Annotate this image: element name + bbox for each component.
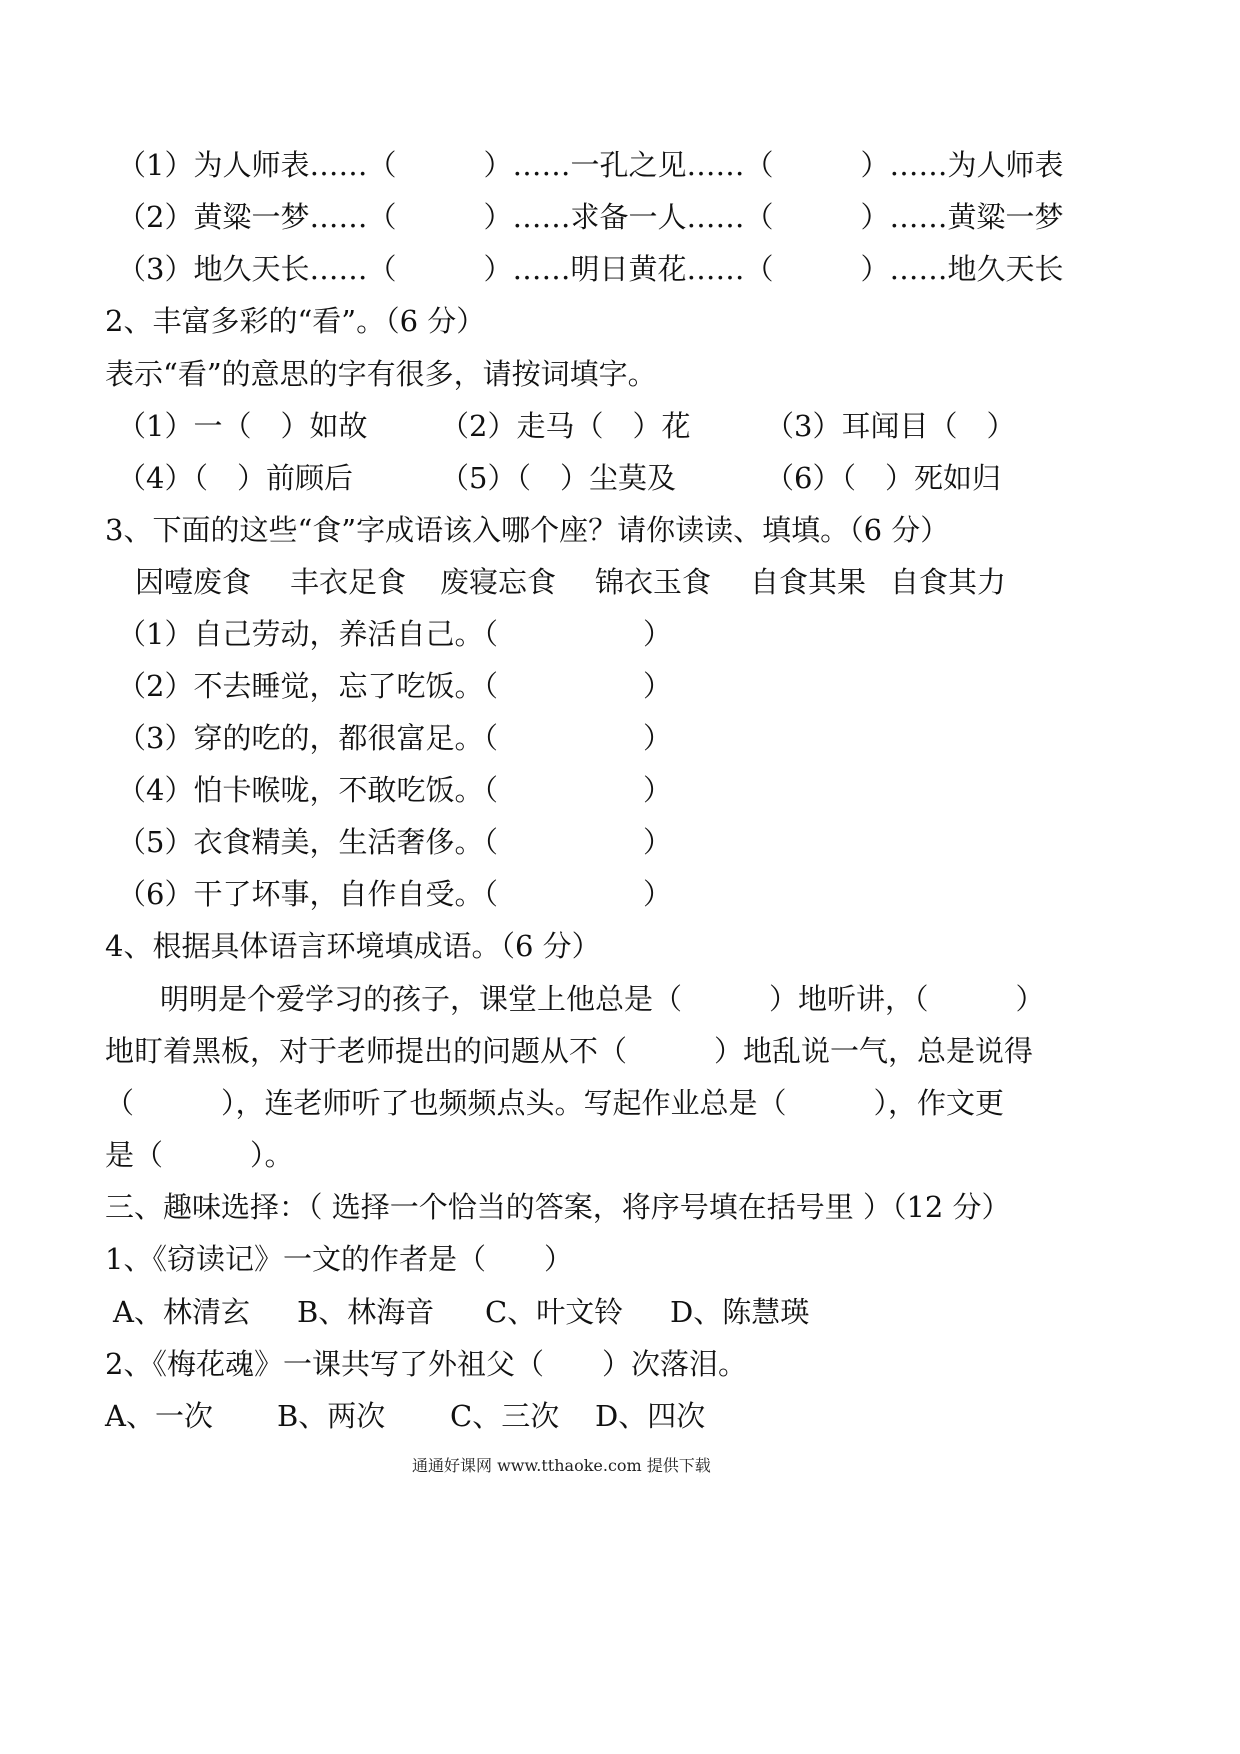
kan-item-6: （6）（ ）死如归 [765, 461, 1001, 495]
choice-option: D、四次 [595, 1399, 706, 1433]
idiom-chain-1: （1）为人师表……（ ）……一孔之见……（ ）……为人师表 [117, 148, 1064, 182]
shi-item-3: （3）穿的吃的，都很富足。（ ） [117, 721, 672, 755]
idiom-option: 自食其果 [750, 565, 867, 599]
paragraph-line-1: 明明是个爱学习的孩子，课堂上他总是（ ）地听讲，（ ） [160, 982, 1045, 1016]
choice-option: A、林清玄 [113, 1295, 250, 1329]
choice-question-2: 2、《梅花魂》一课共写了外祖父（ ）次落泪。 [105, 1347, 747, 1381]
idiom-option: 因噎废食 [135, 565, 252, 599]
question-3-title: 3、下面的这些“食”字成语该入哪个座？请你读读、填填。（6 分） [105, 513, 950, 547]
part-3-title: 三、趣味选择：（ 选择一个恰当的答案，将序号填在括号里 ）（12 分） [105, 1190, 1011, 1224]
shi-item-2: （2）不去睡觉，忘了吃饭。（ ） [117, 669, 672, 703]
question-2-instruction: 表示“看”的意思的字有很多，请按词填字。 [105, 357, 657, 391]
idiom-chain-2: （2）黄粱一梦……（ ）……求备一人……（ ）……黄粱一梦 [117, 200, 1064, 234]
choice-question-1: 1、《窃读记》一文的作者是（ ） [105, 1242, 573, 1276]
choice-option: A、一次 [105, 1399, 213, 1433]
kan-item-1: （1）一（ ）如故 [117, 409, 368, 443]
idiom-option: 废寝忘食 [440, 565, 557, 599]
paragraph-line-2: 地盯着黑板，对于老师提出的问题从不（ ）地乱说一气，总是说得 [105, 1034, 1034, 1068]
kan-item-5: （5）（ ）尘莫及 [440, 461, 676, 495]
choice-option: C、叶文铃 [485, 1295, 624, 1329]
idiom-option: 锦衣玉食 [595, 565, 712, 599]
idiom-option: 自食其力 [890, 565, 1007, 599]
page-footer: 通通好课网 www.tthaoke.com 提供下载 [412, 1456, 711, 1475]
kan-item-3: （3）耳闻目（ ） [765, 409, 1016, 443]
choice-option: B、林海音 [297, 1295, 435, 1329]
shi-item-4: （4）怕卡喉咙，不敢吃饭。（ ） [117, 773, 672, 807]
shi-item-6: （6）干了坏事，自作自受。（ ） [117, 877, 672, 911]
choice-option: C、三次 [450, 1399, 560, 1433]
idiom-option: 丰衣足食 [290, 565, 407, 599]
question-2-title: 2、丰富多彩的“看”。（6 分） [105, 304, 486, 338]
choice-option: D、陈慧瑛 [670, 1295, 810, 1329]
idiom-chain-3: （3）地久天长……（ ）……明日黄花……（ ）……地久天长 [117, 252, 1064, 286]
paragraph-line-3: （ ），连老师听了也频频点头。写起作业总是（ ），作文更 [105, 1086, 1005, 1120]
choice-option: B、两次 [277, 1399, 386, 1433]
shi-item-5: （5）衣食精美，生活奢侈。（ ） [117, 825, 672, 859]
kan-item-2: （2）走马（ ）花 [440, 409, 691, 443]
paragraph-line-4: 是（ ）。 [105, 1138, 294, 1172]
kan-item-4: （4）（ ）前顾后 [117, 461, 353, 495]
shi-item-1: （1）自己劳动，养活自己。（ ） [117, 617, 672, 651]
question-4-title: 4、根据具体语言环境填成语。（6 分） [105, 929, 601, 963]
